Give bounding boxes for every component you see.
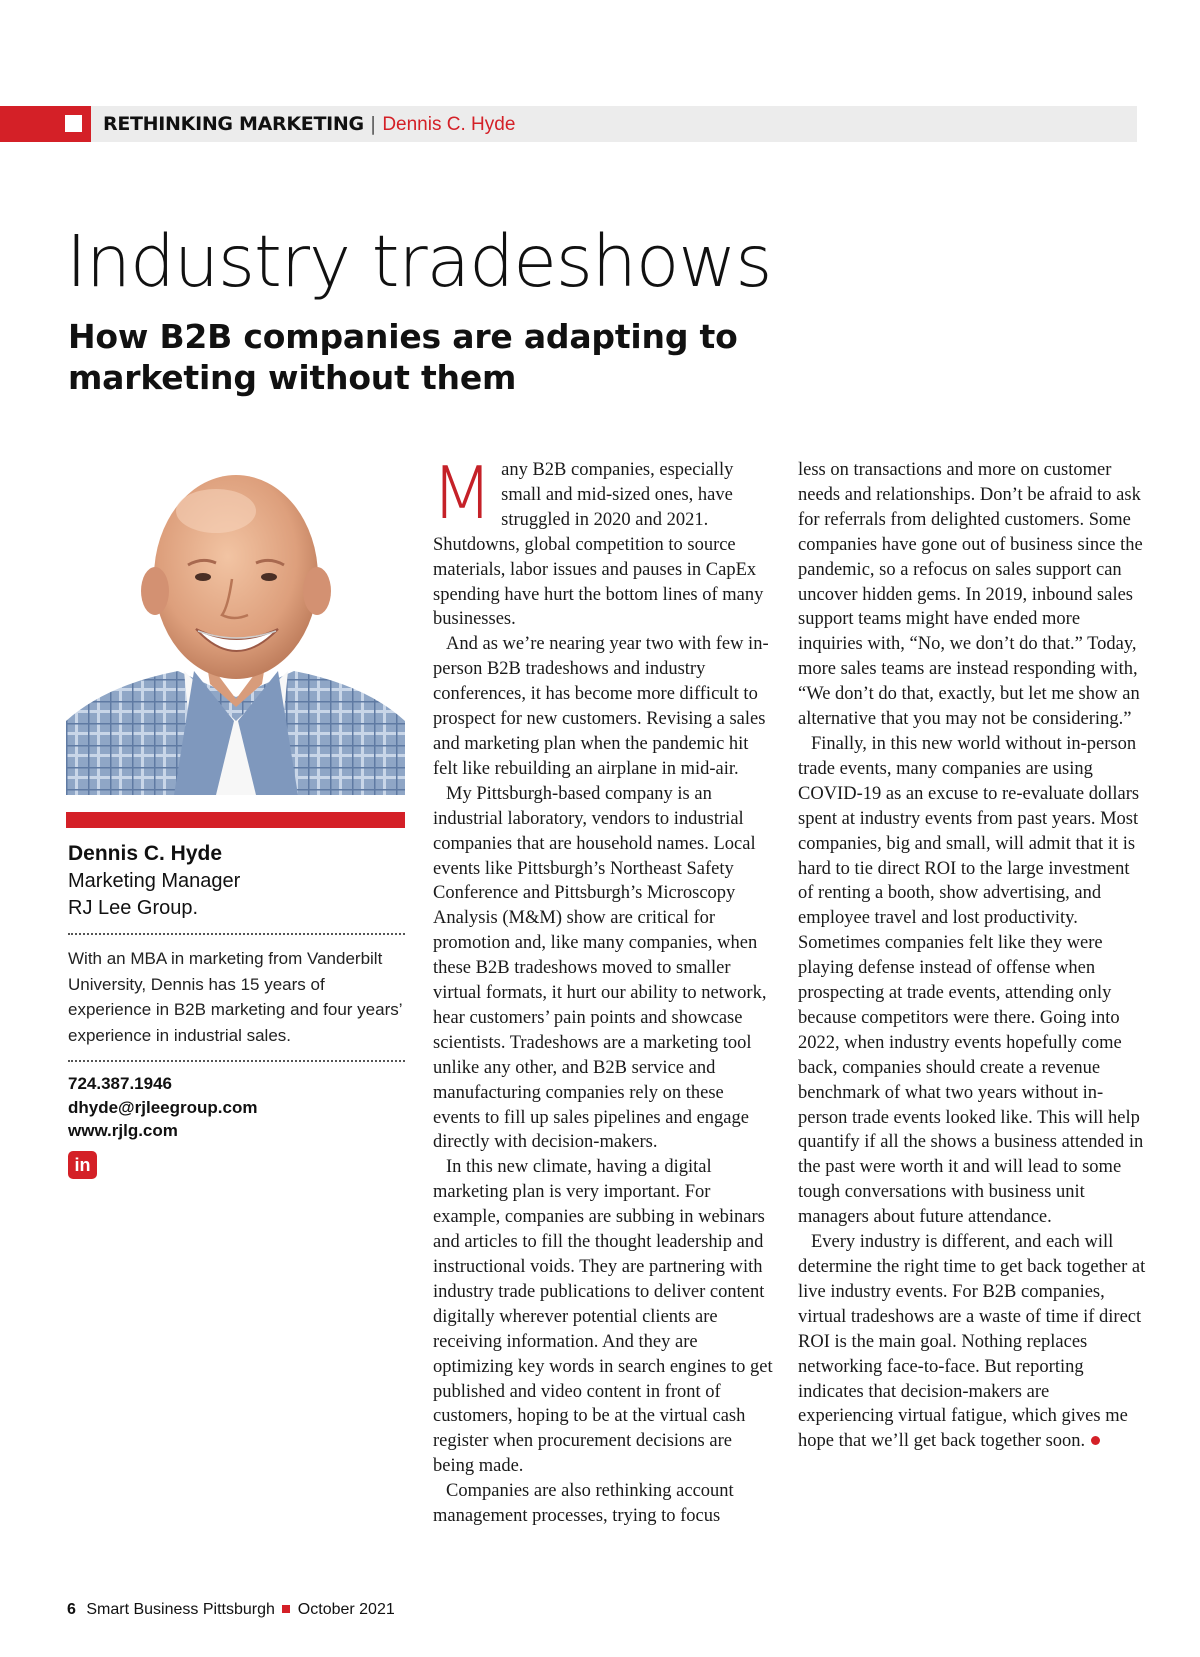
article-paragraph: Finally, in this new world without in-person trade events, many companies are using COVID-19 as an excuse to re-evaluate dollars spent at industry events from past years. Most companies, big and small, will admit that it is hard to tie direct ROI to the large investment of renting a booth, show advertising, and employee travel and lost productivity. Sometimes companies felt like they were playing defense instead of offense when prospecting at trade events, attending only because competitors were there. Going into 2022, when industry events hopefully come back, companies should create a revenue benchmark of what two years without in-person trade events looked like. This will help quantify if all the shows a business attended in the past were worth it and will lead to some tough conversations with business unit managers about future attendance. <box>798 733 1144 1228</box>
end-mark-icon <box>1091 1436 1100 1445</box>
article-paragraph: Every industry is different, and each will determine the right time to get back together at live industry events. For B2B companies, virtual tradeshows are a waste of time if direct ROI is the main goal. Nothing replaces networking face-to-face. But reporting indicates that decision-makers are experiencing virtual fatigue, which gives me hope that we’ll get back together soon. <box>798 1232 1146 1452</box>
page-number: 6 <box>67 1601 76 1618</box>
article-paragraph: My Pittsburgh-based company is an industrial laboratory, vendors to industrial companies that are household names. Local events like Pittsburgh’s Northeast Safety Conference and Pittsburgh’s Microscopy Analysis (M&M) show are critical for promotion and, like many companies, when these B2B tradeshows moved to smaller virtual formats, it hurt our ability to network, hear customers’ pain points and showcase scientists. Tradeshows are a marketing tool unlike any other, and B2B service and manufacturing companies rely on these events to fill up sales pipelines and engage directly with decision-makers. <box>433 783 767 1153</box>
footer-square-icon <box>282 1605 290 1613</box>
bio-divider <box>68 933 405 935</box>
article-subtitle: How B2B companies are adapting to marketing without them <box>68 317 738 397</box>
article-paragraph: In this new climate, having a digital marketing plan is very important. For example, companies are subbing in webinars and articles to fill the thought leadership and instructional voids. They are partnering with industry trade publications to deliver content digitally wherever potential clients are receiving information. And they are optimizing key words in search engines to get published and video content in front of customers, hoping to be at the virtual cash register when procurement decisions are being made. <box>433 1157 773 1477</box>
bio-accent-rule <box>66 812 405 828</box>
section-name: RETHINKING MARKETING <box>103 113 364 135</box>
page-footer <box>67 1599 395 1621</box>
author-photo <box>66 459 405 795</box>
header-author: Dennis C. Hyde <box>382 114 516 135</box>
bio-phone[interactable]: 724.387.1946 <box>68 1074 172 1093</box>
bio-email[interactable]: dhyde@rjleegroup.com <box>68 1097 258 1117</box>
article-paragraph: Companies are also rethinking account management processes, trying to focus <box>433 1481 734 1527</box>
article-paragraph: less on transactions and more on customer needs and relationships. Don’t be afraid to ask for referrals from delighted customers. Some companies have gone out of business since the pandemic, so a refocus on sales support can uncover hidden gems. In 2019, inbound sales support teams might have ended more inquiries with, “No, we don’t do that.” Today, more sales teams are instead responding with, “We don’t do that, exactly, but let me show an alternative that you may not be considering.” <box>798 460 1143 730</box>
section-header-bar <box>0 106 1137 142</box>
header-separator: | <box>369 113 377 135</box>
article-title: Industry tradeshows <box>66 220 772 303</box>
article-paragraph: And as we’re nearing year two with few in-person B2B tradeshows and industry conferences, it has become more difficult to prospect for new customers. Revising a sales and marketing plan when the pandemic hit felt like rebuilding an airplane in mid-air. <box>433 634 769 779</box>
bio-role: Marketing Manager <box>68 870 241 892</box>
bio-contact <box>68 1072 408 1143</box>
article-column-right <box>798 458 1148 1454</box>
section-header <box>103 112 515 137</box>
header-square-icon <box>65 115 82 132</box>
issue-date: October 2021 <box>297 1601 395 1618</box>
publication-name: Smart Business Pittsburgh <box>86 1601 275 1618</box>
article-paragraph: Many B2B companies, especially small and mid-sized ones, have struggled in 2020 and 2021. Shutdowns, global competition to source materials, labor issues and pauses in CapEx spending have hurt the bottom lines of many businesses. <box>431 451 764 630</box>
bio-company: RJ Lee Group. <box>68 897 199 919</box>
bio-website[interactable]: www.rjlg.com <box>68 1121 178 1140</box>
linkedin-icon[interactable]: in <box>68 1151 97 1179</box>
bio-description: With an MBA in marketing from Vanderbilt University, Dennis has 15 years of experience in B2B marketing and four years’ experience in industrial sales. <box>68 949 402 1045</box>
bio-name: Dennis C. Hyde <box>68 842 223 865</box>
bio-divider <box>68 1060 405 1062</box>
drop-cap: M <box>431 451 494 535</box>
header-accent-block <box>0 106 91 142</box>
article-column-middle <box>431 451 773 1529</box>
author-bio <box>68 840 408 1179</box>
